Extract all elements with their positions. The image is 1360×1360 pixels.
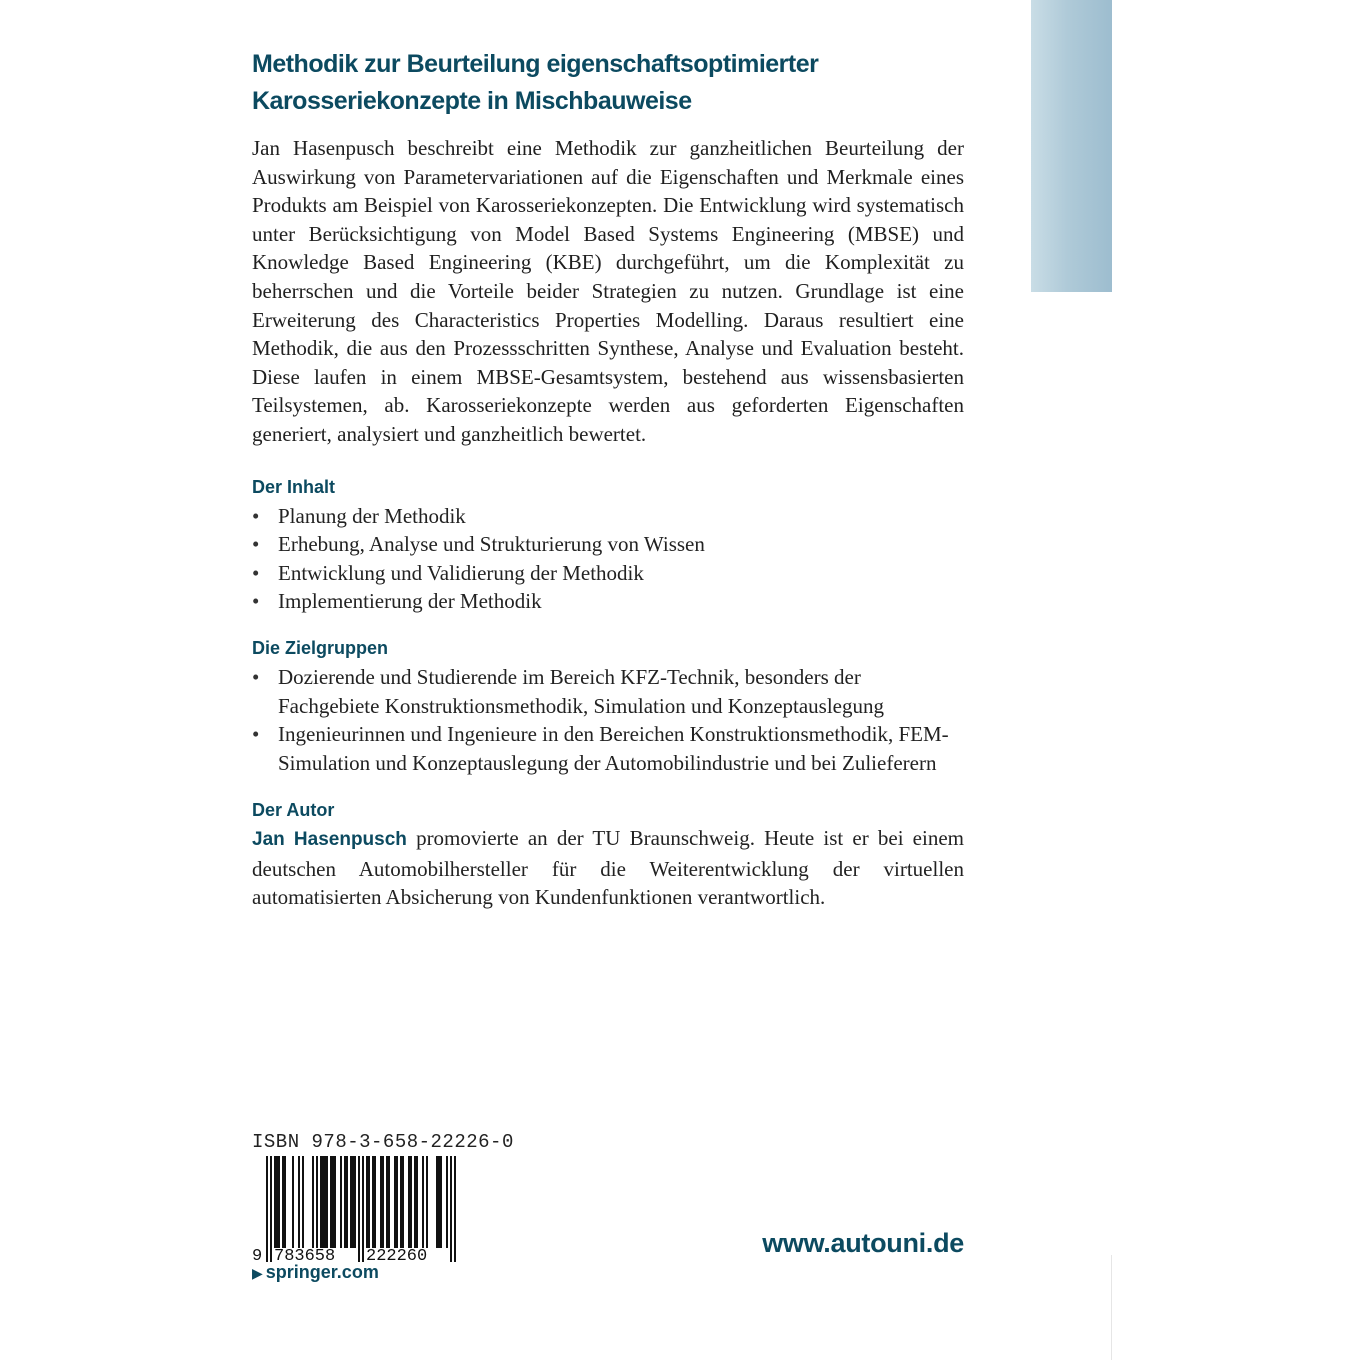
bullet-icon: • <box>252 722 260 747</box>
barcode-bar <box>284 1156 286 1248</box>
barcode-bar <box>410 1156 412 1248</box>
barcode-bar <box>446 1156 448 1248</box>
barcode-bar <box>394 1156 396 1248</box>
barcode-bar <box>366 1156 368 1248</box>
inhalt-list <box>252 502 964 616</box>
barcode-bar <box>354 1156 356 1248</box>
bullet-icon: • <box>252 503 260 528</box>
zielgruppen-list <box>252 663 964 777</box>
barcode-bar <box>282 1156 284 1248</box>
author-bio-text: promovierte an der TU Braunschweig. Heute ist er bei einem deutschen Automobilhersteller für die Weiterentwicklung der virtuellen automatisierten Absicherung von Kundenfunktionen verantwortlich. <box>252 826 964 910</box>
barcode-digits: 783658 <box>274 1247 336 1264</box>
isbn-barcode <box>252 1156 476 1264</box>
title-line-1: Methodik zur Beurteilung eigenschaftsoptimierter <box>252 50 819 78</box>
bullet-icon: • <box>252 532 260 557</box>
title-line-2: Karosseriekonzepte in Mischbauweise <box>252 87 692 115</box>
barcode-bar <box>380 1156 382 1248</box>
barcode-bar <box>438 1156 440 1248</box>
list-item: • Entwicklung und Validierung der Methodik <box>252 559 964 588</box>
barcode-bar <box>402 1156 404 1248</box>
barcode-bar <box>416 1156 418 1248</box>
list-item: • Planung der Methodik <box>252 502 964 531</box>
book-description: Jan Hasenpusch beschreibt eine Methodik zur ganzheitlichen Beurteilung der Auswirkung von Parametervariationen auf die Eigenschaften und Merkmale eines Produkts am Beispiel von Karosseriekonzepten. Die Entwicklung wird systematisch unter Berücksichtigung von Model Based Systems Engineering (MBSE) und Knowledge Based Engineering (KBE) durchgeführt, um die Komplexität zu beherrschen und die Vorteile beider Strategien zu nutzen. Grundlage ist eine Erweiterung des Characteristics Properties Modelling. Daraus resultiert eine Methodik, die aus den Prozessschritten Synthese, Analyse und Evaluation besteht. Diese laufen in einem MBSE-Gesamtsystem, bestehend aus wissensbasierten Teilsystemen, ab. Karosseriekonzepte werden aus geforderten Eigenschaften generiert, analysiert und ganzheitlich bewertet. <box>252 136 964 446</box>
barcode-bar <box>350 1156 352 1248</box>
list-item: • Ingenieurinnen und Ingenieure in den Bereichen Konstruktionsmethodik, FEM-Simulation und Konzeptauslegung der Automobilindustrie und bei Zulieferern <box>252 722 949 775</box>
barcode-bar <box>440 1156 442 1248</box>
inhalt-heading: Der Inhalt <box>252 476 336 497</box>
barcode-bar <box>330 1156 332 1248</box>
bullet-icon: • <box>252 560 260 585</box>
website-link[interactable]: www.autouni.de <box>762 1228 964 1258</box>
barcode-bar <box>270 1156 272 1262</box>
barcode-bar <box>312 1156 314 1248</box>
spine-divider <box>1111 1255 1112 1360</box>
author-bio <box>252 824 964 912</box>
barcode-bar <box>292 1156 294 1248</box>
barcode-bar <box>332 1156 334 1248</box>
barcode-bar <box>358 1156 360 1262</box>
barcode-bar <box>388 1156 390 1248</box>
barcode-bar <box>334 1156 336 1248</box>
barcode-bar <box>326 1156 328 1248</box>
barcode-bar <box>372 1156 374 1248</box>
publisher-link[interactable] <box>252 1262 379 1283</box>
list-item: • Dozierende und Studierende im Bereich KFZ-Technik, besonders der Fachgebiete Konstruktionsmethodik, Simulation und Konzeptauslegung <box>252 664 884 718</box>
barcode-bar <box>408 1156 410 1248</box>
barcode-bar <box>302 1156 304 1248</box>
barcode-bar <box>454 1156 456 1262</box>
barcode-bar <box>266 1156 268 1262</box>
autor-heading: Der Autor <box>252 800 335 821</box>
barcode-bar <box>324 1156 326 1248</box>
bullet-icon: • <box>252 589 260 614</box>
barcode-bar <box>316 1156 318 1248</box>
barcode-bar <box>414 1156 416 1248</box>
barcode-bar <box>396 1156 398 1248</box>
barcode-bar <box>320 1156 322 1248</box>
barcode-bar <box>374 1156 376 1248</box>
barcode-bar <box>346 1156 348 1248</box>
barcode-bar <box>340 1156 342 1248</box>
spine-color-tab <box>1031 0 1112 292</box>
isbn-label: ISBN 978-3-658-22226-0 <box>252 1131 514 1153</box>
barcode-bar <box>436 1156 438 1248</box>
bullet-icon: • <box>252 664 260 689</box>
back-cover-content <box>252 46 964 912</box>
list-item: • Implementierung der Methodik <box>252 587 964 616</box>
barcode-bar <box>422 1156 424 1248</box>
barcode-bar <box>352 1156 354 1248</box>
barcode-bar <box>426 1156 428 1248</box>
barcode-bar <box>368 1156 370 1248</box>
barcode-bar <box>400 1156 402 1248</box>
list-item: • Erhebung, Analyse und Strukturierung von Wissen <box>252 530 964 559</box>
barcode-bar <box>450 1156 452 1262</box>
barcode-bar <box>362 1156 364 1262</box>
barcode-bar <box>274 1156 276 1248</box>
barcode-bar <box>276 1156 278 1248</box>
barcode-bar <box>382 1156 384 1248</box>
barcode-bar <box>344 1156 346 1248</box>
barcode-digits: 222260 <box>366 1247 428 1264</box>
zielgruppen-heading: Die Zielgruppen <box>252 637 389 658</box>
publisher-url: springer.com <box>265 1262 379 1282</box>
barcode-bar <box>298 1156 300 1248</box>
barcode-digits: 9 <box>252 1247 263 1264</box>
barcode-bar <box>278 1156 280 1248</box>
barcode-icon <box>252 1156 476 1264</box>
play-arrow-icon: ▶ <box>252 1265 263 1281</box>
book-title <box>252 46 964 120</box>
author-name: Jan Hasenpusch <box>252 829 407 851</box>
barcode-bar <box>322 1156 324 1248</box>
barcode-bar <box>386 1156 388 1248</box>
